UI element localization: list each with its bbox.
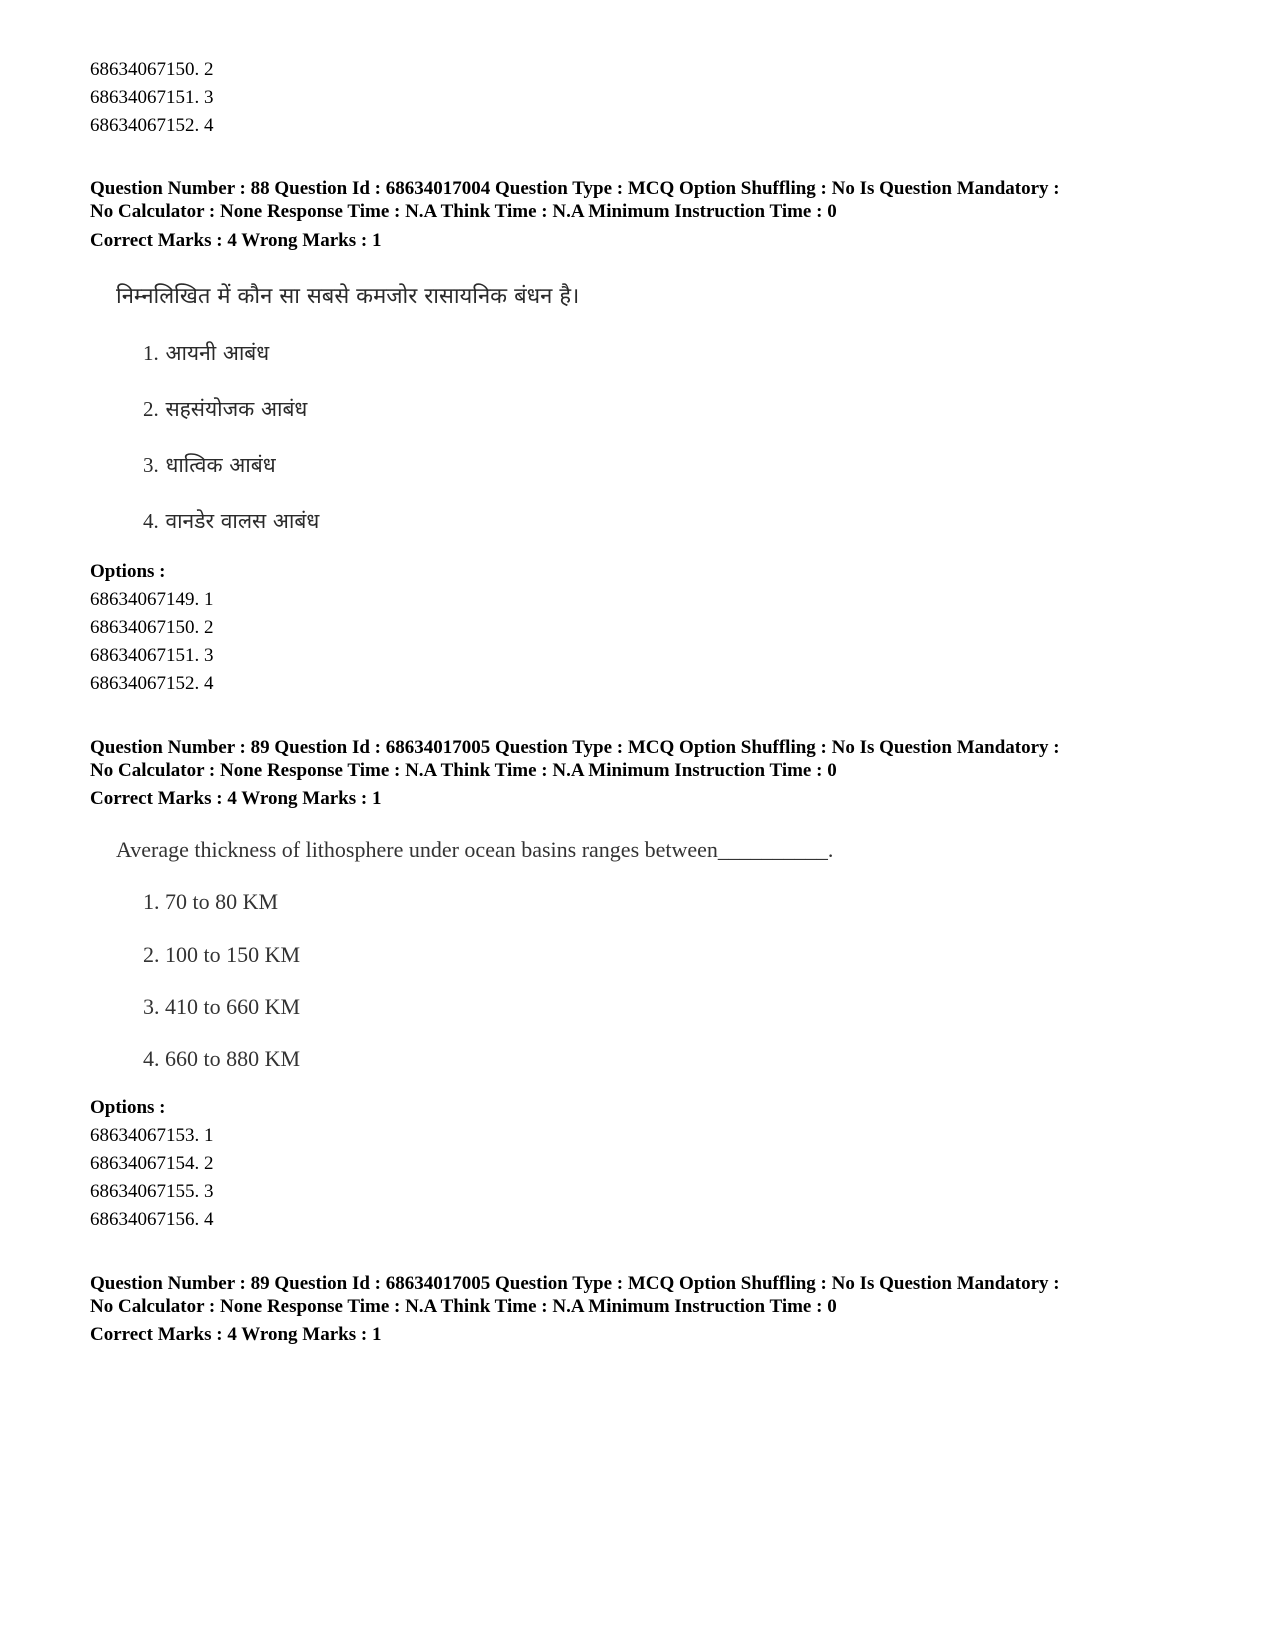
choice-text: सहसंयोजक आबंध (165, 397, 308, 421)
option-line: 68634067151. 3 (90, 87, 214, 108)
choice-number: 2. (143, 397, 159, 421)
answer-choice (143, 394, 307, 424)
options-label: Options : (90, 1097, 166, 1118)
choice-number: 1. (143, 341, 159, 365)
choice-number: 4. (143, 509, 159, 533)
option-line: 68634067150. 2 (90, 617, 214, 638)
question-marks: Correct Marks : 4 Wrong Marks : 1 (90, 788, 382, 809)
question-header: No Calculator : None Response Time : N.A Think Time : N.A Minimum Instruction Time : 0 (90, 1296, 837, 1317)
question-text: Average thickness of lithosphere under ocean basins ranges between__________. (116, 837, 834, 862)
answer-choice (143, 338, 269, 368)
question-header: No Calculator : None Response Time : N.A Think Time : N.A Minimum Instruction Time : 0 (90, 201, 837, 222)
option-line: 68634067152. 4 (90, 673, 214, 694)
choice-number: 3. (143, 453, 159, 477)
option-line: 68634067149. 1 (90, 589, 214, 610)
option-line: 68634067155. 3 (90, 1181, 214, 1202)
option-line: 68634067154. 2 (90, 1153, 214, 1174)
answer-choice: 1. 70 to 80 KM (143, 889, 279, 914)
option-line: 68634067150. 2 (90, 59, 214, 80)
option-line: 68634067156. 4 (90, 1209, 214, 1230)
answer-choice: 3. 410 to 660 KM (143, 994, 301, 1019)
question-header: Question Number : 88 Question Id : 68634017004 Question Type : MCQ Option Shuffling : No Is Question Mandatory : (90, 178, 1060, 199)
question-header: Question Number : 89 Question Id : 68634017005 Question Type : MCQ Option Shuffling : No Is Question Mandatory : (90, 1273, 1060, 1294)
option-line: 68634067153. 1 (90, 1125, 214, 1146)
choice-text: वानडेर वालस आबंध (165, 509, 320, 533)
question-text: निम्नलिखित में कौन सा सबसे कमजोर रासायनिक बंधन है। (116, 284, 580, 309)
answer-choice (143, 506, 319, 536)
question-header: Question Number : 89 Question Id : 68634017005 Question Type : MCQ Option Shuffling : No Is Question Mandatory : (90, 737, 1060, 758)
answer-choice (143, 450, 276, 480)
question-header: No Calculator : None Response Time : N.A Think Time : N.A Minimum Instruction Time : 0 (90, 760, 837, 781)
choice-text: धात्विक आबंध (165, 453, 276, 477)
answer-choice: 2. 100 to 150 KM (143, 942, 301, 967)
option-line: 68634067151. 3 (90, 645, 214, 666)
question-marks: Correct Marks : 4 Wrong Marks : 1 (90, 230, 382, 251)
choice-text: आयनी आबंध (165, 341, 270, 365)
option-line: 68634067152. 4 (90, 115, 214, 136)
options-label: Options : (90, 561, 166, 582)
answer-choice: 4. 660 to 880 KM (143, 1046, 301, 1071)
question-marks: Correct Marks : 4 Wrong Marks : 1 (90, 1324, 382, 1345)
